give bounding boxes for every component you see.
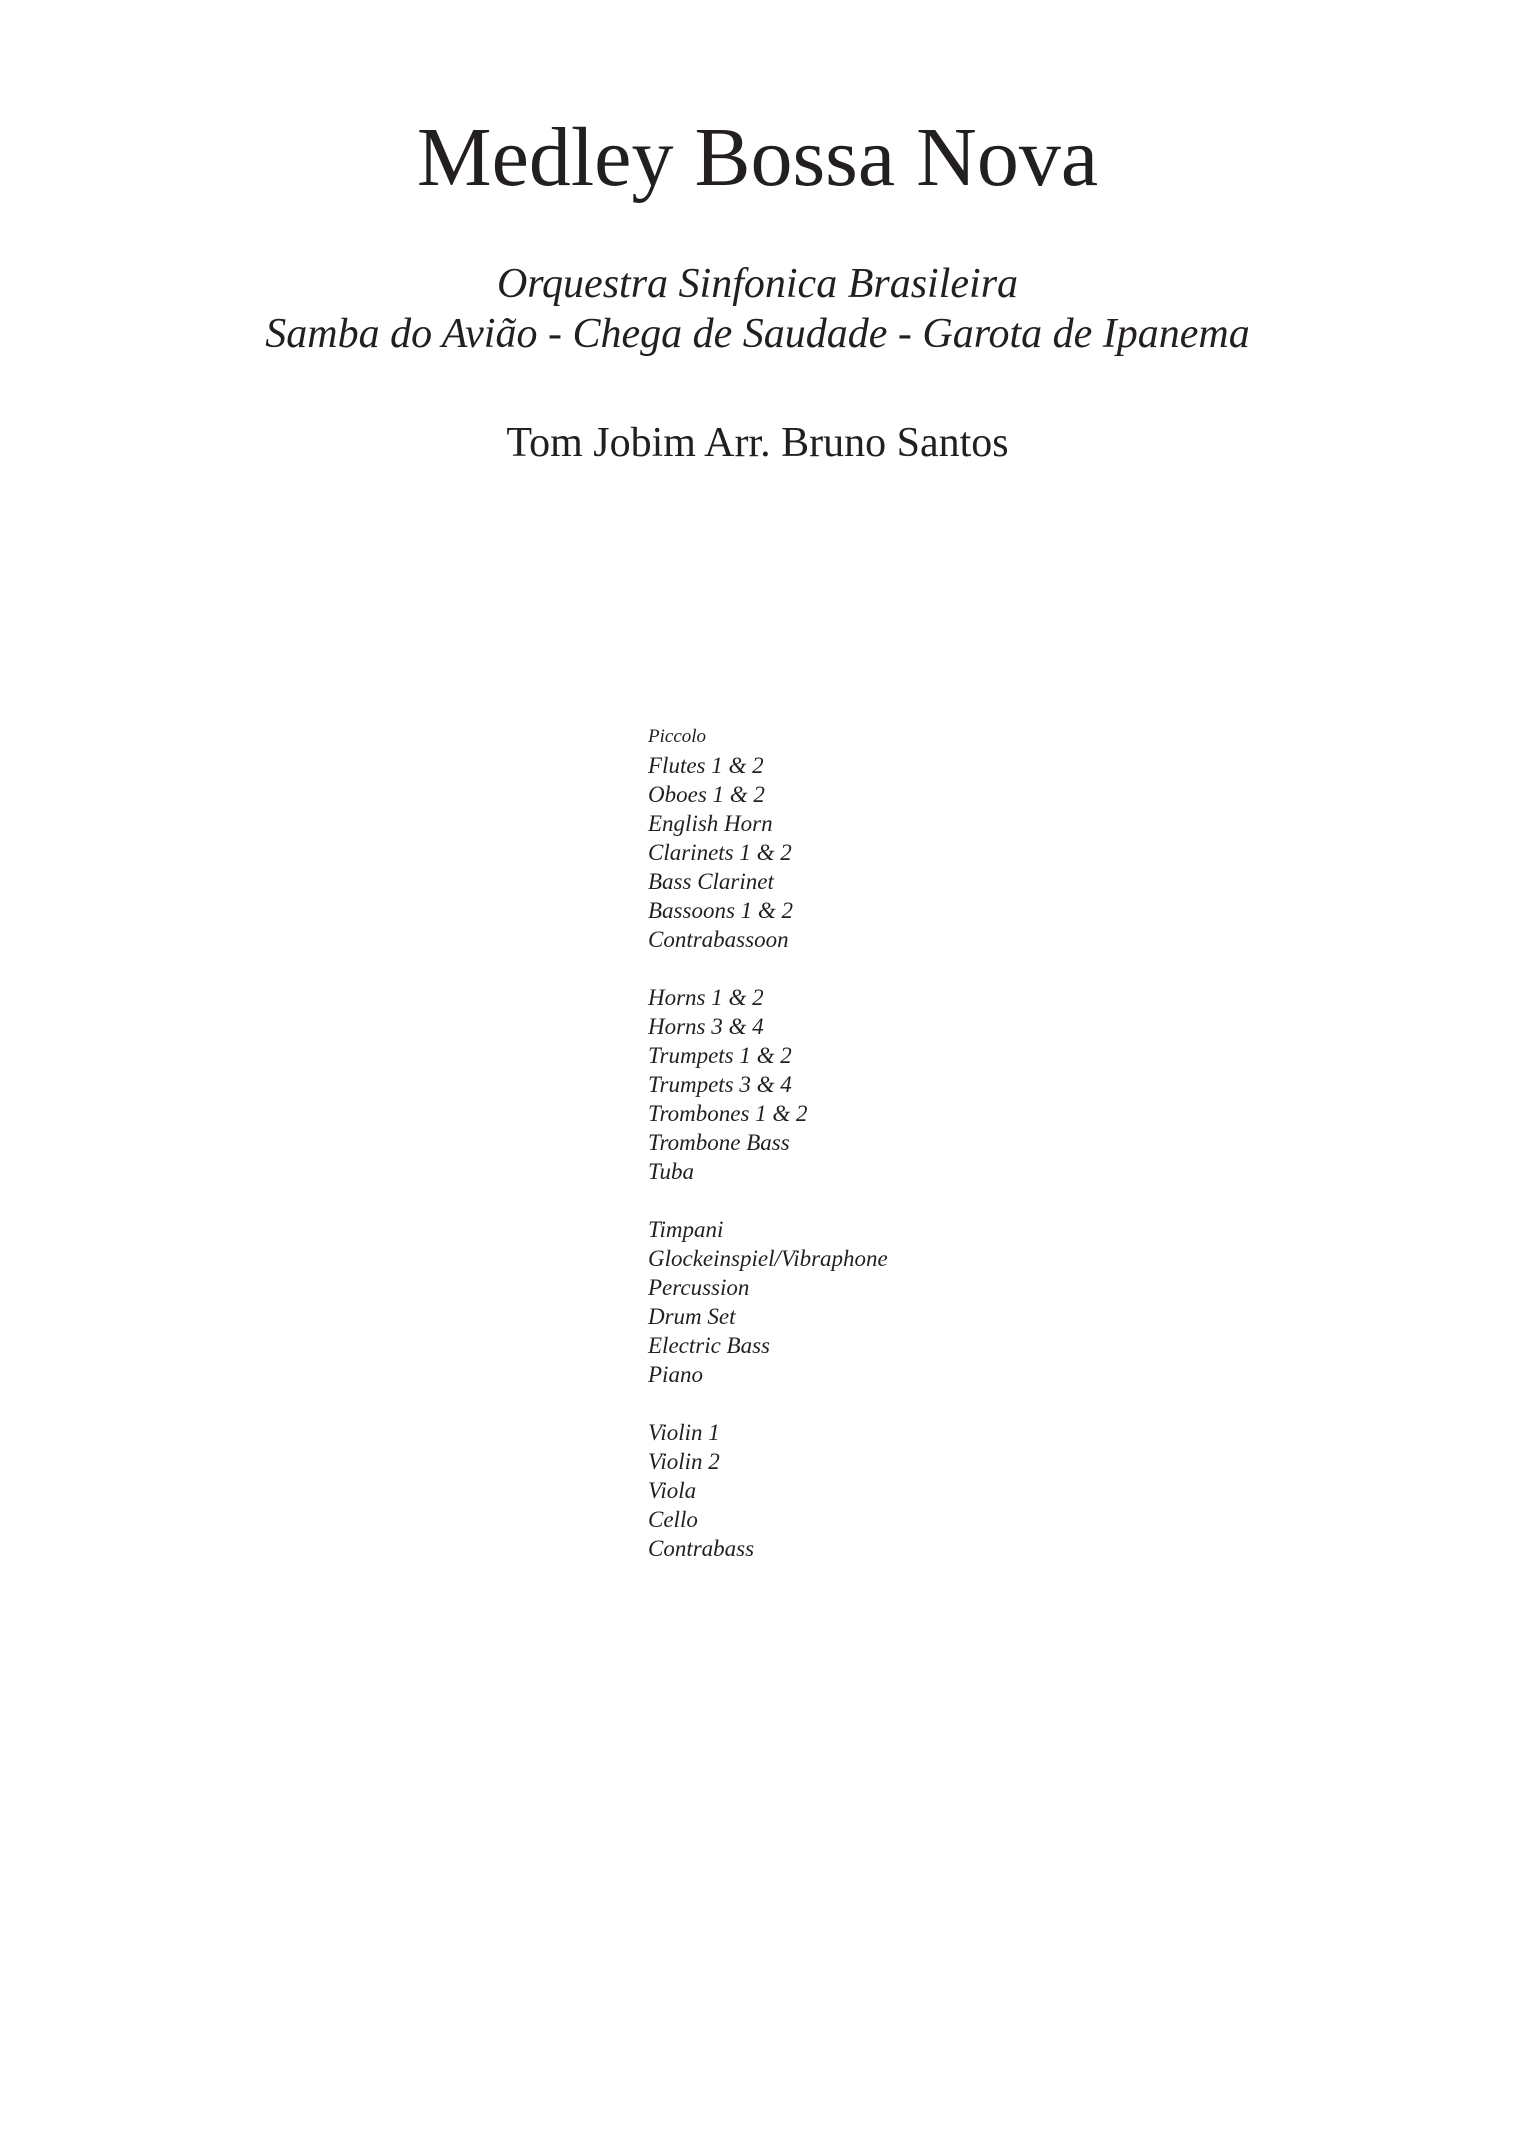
brass-section xyxy=(648,983,1168,1186)
instrument-item: Clarinets 1 & 2 xyxy=(648,840,792,865)
instrument-item: English Horn xyxy=(648,811,773,836)
instrument-item: Trumpets 3 & 4 xyxy=(648,1072,792,1097)
instrument-item: Violin 1 xyxy=(648,1420,720,1445)
instrument-item: Cello xyxy=(648,1507,698,1532)
instrument-item: Glockeinspiel/Vibraphone xyxy=(648,1246,888,1271)
instrument-item: Drum Set xyxy=(648,1304,736,1329)
woodwinds-section xyxy=(648,722,1168,954)
instrument-item: Piccolo xyxy=(648,726,707,747)
instrument-item: Bassoons 1 & 2 xyxy=(648,898,794,923)
strings-section xyxy=(648,1418,1168,1563)
instrument-item: Piano xyxy=(648,1362,703,1387)
instrument-item: Flutes 1 & 2 xyxy=(648,753,764,778)
instrument-item: Horns 1 & 2 xyxy=(648,985,764,1010)
instrument-item: Trumpets 1 & 2 xyxy=(648,1043,792,1068)
percussion-rhythm-section xyxy=(648,1215,1168,1389)
instrumentation-list xyxy=(648,722,1168,1592)
instrument-item: Contrabass xyxy=(648,1536,755,1561)
instrument-item: Tuba xyxy=(648,1159,695,1184)
instrument-item: Horns 3 & 4 xyxy=(648,1014,764,1039)
instrument-item: Electric Bass xyxy=(648,1333,770,1358)
instrument-item: Oboes 1 & 2 xyxy=(648,782,765,807)
instrument-item: Trombones 1 & 2 xyxy=(648,1101,808,1126)
instrument-item: Viola xyxy=(648,1478,697,1503)
medley-songs: Samba do Avião - Chega de Saudade - Garota de Ipanema xyxy=(265,311,1250,357)
composer-arranger: Tom Jobim Arr. Bruno Santos xyxy=(506,420,1009,466)
orchestra-name: Orquestra Sinfonica Brasileira xyxy=(496,261,1019,307)
score-title: Medley Bossa Nova xyxy=(416,111,1099,204)
instrument-item: Bass Clarinet xyxy=(648,869,774,894)
instrument-item: Trombone Bass xyxy=(648,1130,790,1155)
instrument-item: Violin 2 xyxy=(648,1449,720,1474)
instrument-item: Timpani xyxy=(648,1217,724,1242)
instrument-item: Percussion xyxy=(648,1275,750,1300)
instrument-item: Contrabassoon xyxy=(648,927,789,952)
